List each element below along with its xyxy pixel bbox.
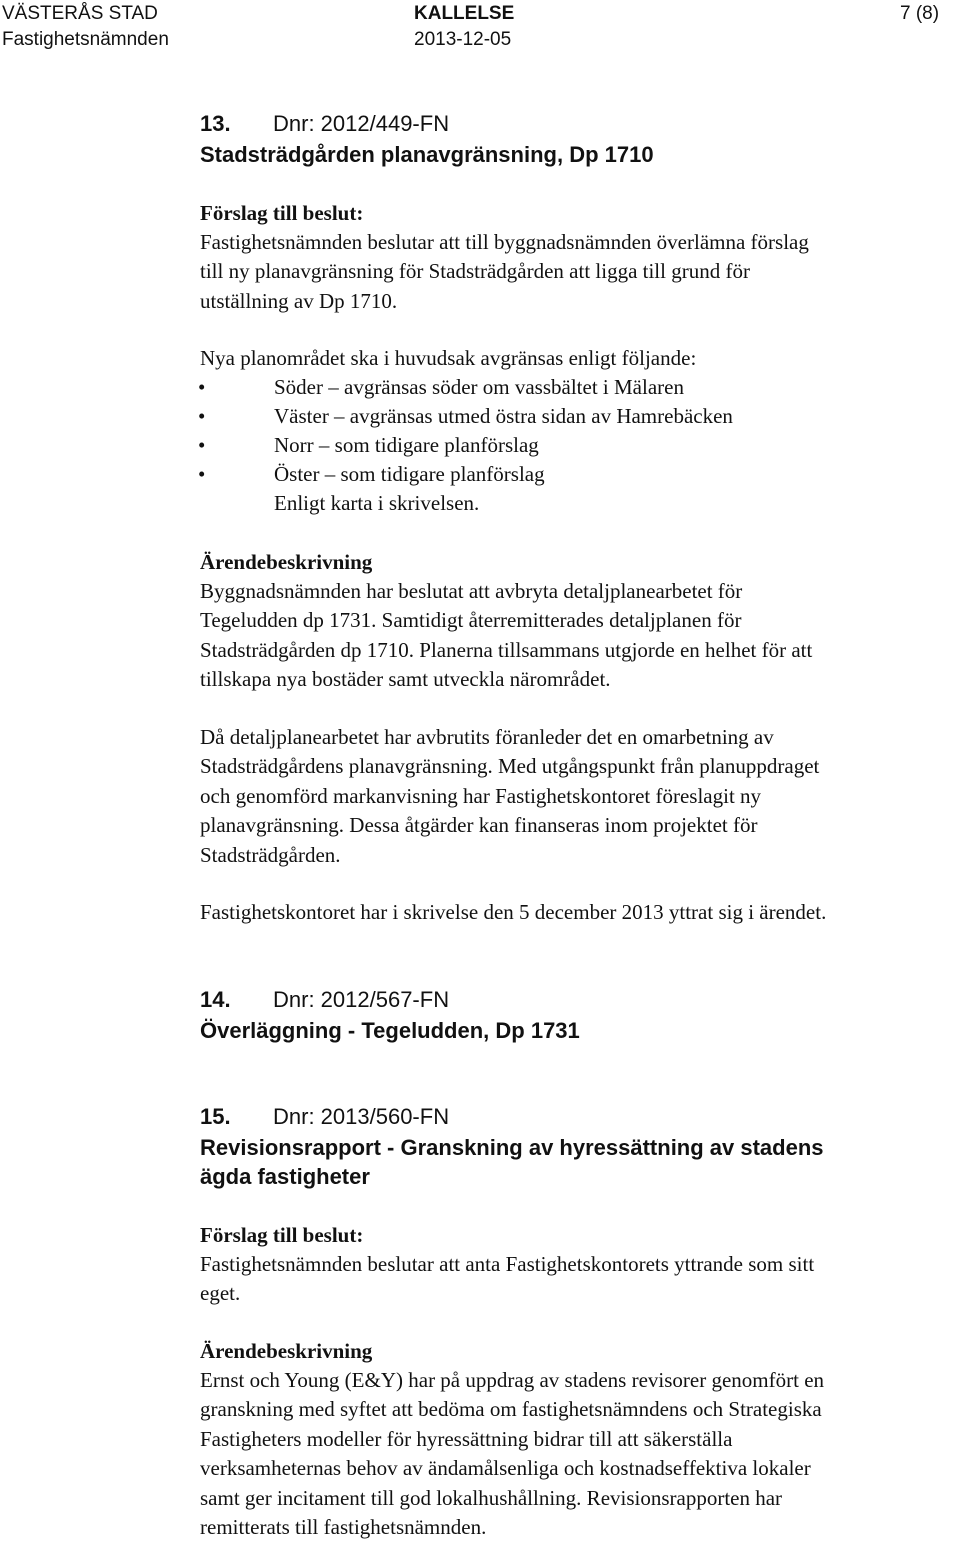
department-name: Fastighetsnämnden [2,29,169,50]
bullet-icon: • [198,462,206,486]
proposal-label: Förslag till beslut: [200,201,364,225]
page-number: 7 (8) [900,3,940,24]
case-title-line-1: Revisionsrapport - Granskning av hyressättning av stadens [200,1135,824,1160]
case-title-line-2: ägda fastigheter [200,1164,370,1189]
case-title: Stadsträdgården planavgränsning, Dp 1710 [200,142,654,167]
case-dnr: Dnr: 2013/560-FN [273,1104,450,1129]
case-number: 13. [200,111,231,136]
description-paragraph-2: Då detaljplanearbetet har avbrutits föranleder det en omarbetning av Stadsträdgårdens planavgränsning. Med utgångspunkt från planuppdraget och genomförd markanvisning har Fastighetskontoret föreslagit ny planavgränsning. Dessa åtgärder kan finanseras inom projektet för Stadsträdgården. [200,725,820,867]
description-label: Ärendebeskrivning [200,1339,373,1363]
proposal-label: Förslag till beslut: [200,1223,364,1247]
case-dnr: Dnr: 2012/567-FN [273,987,450,1012]
boundary-intro: Nya planområdet ska i huvudsak avgränsas enligt följande: [200,346,697,370]
document-type: KALLELSE [414,3,515,24]
list-item: Öster – som tidigare planförslag [274,462,545,486]
bullet-icon: • [198,433,206,457]
description-paragraph-1: Byggnadsnämnden har beslutat att avbryta detaljplanearbetet för Tegeludden dp 1731. Samtidigt återremitterades detaljplanen för Stadsträdgården dp 1710. Planerna tillsammans utgjorde en helhet för att tillskapa nya bostäder samt utveckla närområdet. [200,579,813,692]
case-title: Överläggning - Tegeludden, Dp 1731 [200,1018,580,1043]
bullet-icon: • [198,404,206,428]
description-text: Ernst och Young (E&Y) har på uppdrag av stadens revisorer genomfört en granskning med syftet att bedöma om fastighetsnämndens och Strategiska Fastigheters modeller för hyressättning bidrar till att säkerställa verksamheternas behov av ändamålsenliga och kostnadseffektiva lokaler samt ger incitament till god lokalhushållning. Revisionsrapporten har remitterats till fastighetsnämnden. [200,1368,825,1540]
org-name: VÄSTERÅS STAD [2,3,158,24]
description-label: Ärendebeskrivning [200,550,373,574]
list-note: Enligt karta i skrivelsen. [274,491,480,515]
proposal-text: Fastighetsnämnden beslutar att anta Fastighetskontorets yttrande som sitt eget. [200,1252,815,1306]
proposal-text: Fastighetsnämnden beslutar att till byggnadsnämnden överlämna förslag till ny planavgränsning för Stadsträdgården att ligga till grund för utställning av Dp 1710. [200,230,809,313]
list-item: Väster – avgränsas utmed östra sidan av Hamrebäcken [274,404,733,428]
document-date: 2013-12-05 [414,29,512,50]
list-item: Norr – som tidigare planförslag [274,433,539,457]
case-number: 15. [200,1104,231,1129]
case-dnr: Dnr: 2012/449-FN [273,111,450,136]
case-number: 14. [200,987,231,1012]
list-item: Söder – avgränsas söder om vassbältet i Mälaren [274,375,684,399]
description-paragraph-3: Fastighetskontoret har i skrivelse den 5 december 2013 yttrat sig i ärendet. [200,900,827,924]
bullet-icon: • [198,375,206,399]
